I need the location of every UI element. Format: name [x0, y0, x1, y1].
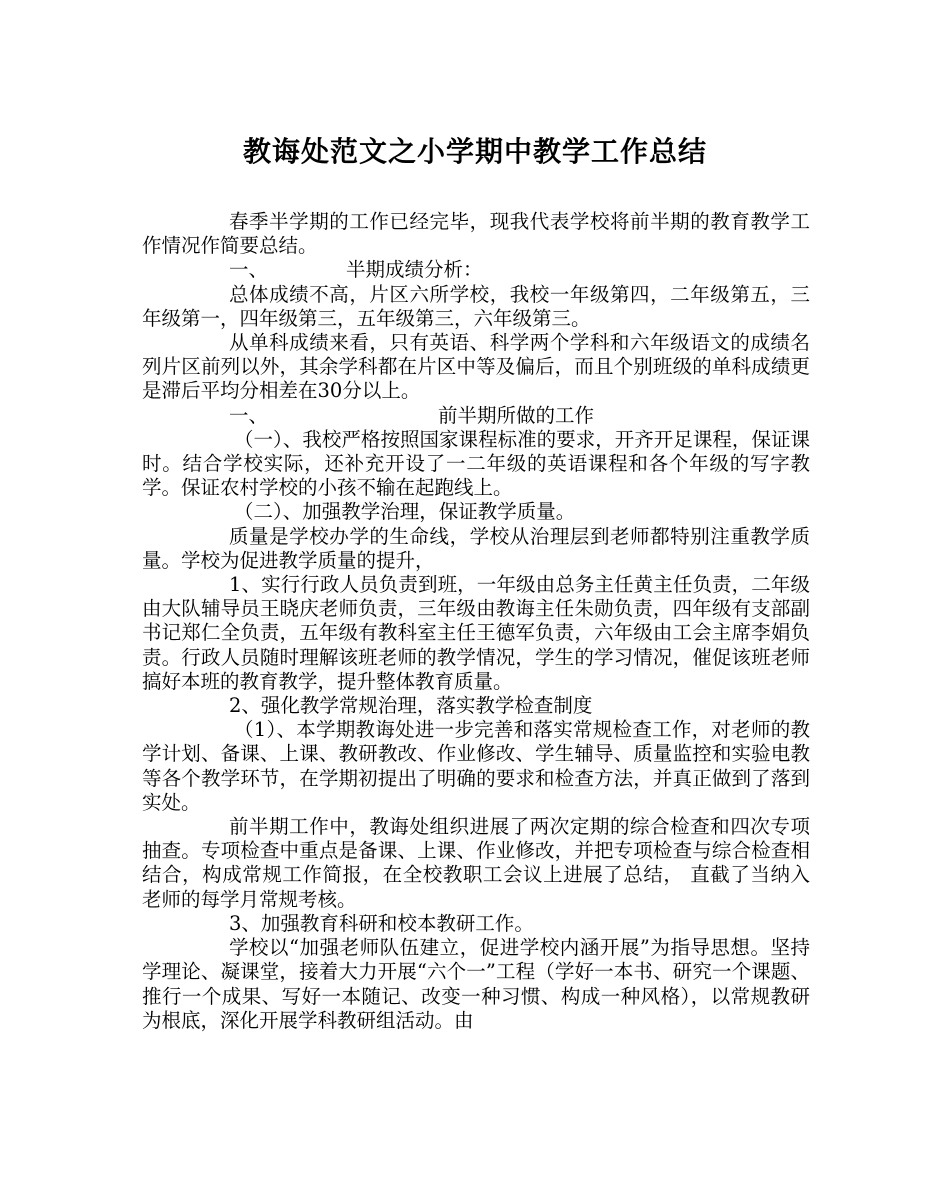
paragraph: 从单科成绩来看，只有英语、科学两个学科和六年级语文的成绩名列片区前列以外，其余学科都在片区中等及偏后，而且个别班级的单科成绩更是滞后平均分相差在30分以上。	[142, 331, 810, 403]
paragraph: 1、实行行政人员负责到班，一年级由总务主任黄主任负责，二年级由大队辅导员王晓庆老师负责，三年级由教诲主任朱勋负责，四年级有支部副书记郑仁全负责，五年级有教科室主任王德军负责，六年级由工会主席李娟负责。行政人员随时理解该班老师的教学情况，学生的学习情况，催促该班老师搞好本班的教育教学，提升整体教育质量。	[142, 573, 810, 693]
document-body	[142, 210, 810, 1033]
section-number: 一、	[229, 403, 269, 427]
section-heading	[142, 404, 810, 428]
paragraph: 学校以“加强老师队伍建立，促进学校内涵开展”为指导思想。坚持学理论、凝课堂，接着大力开展“六个一”工程（学好一本书、研究一个课题、推行一个成果、写好一本随记、改变一种习惯、构成一种风格），以常规教研为根底，深化开展学科教研组活动。由	[142, 936, 810, 1032]
paragraph: 前半期工作中，教诲处组织进展了两次定期的综合检查和四次专项抽查。专项检查中重点是备课、上课、作业修改，并把专项检查与综合检查相结合，构成常规工作简报，在全校教职工会议上进展了总结， 直截了当纳入老师的每学月常规考核。	[142, 815, 810, 911]
paragraph: 质量是学校办学的生命线，学校从治理层到老师都特别注重教学质量。学校为促进教学质量的提升，	[142, 524, 810, 572]
paragraph: 3、加强教育科研和校本教研工作。	[229, 911, 534, 935]
paragraph: （1）、本学期教诲处进一步完善和落实常规检查工作，对老师的教学计划、备课、上课、教研教改、作业修改、学生辅导、质量监控和实验电教等各个教学环节，在学期初提出了明确的要求和检查方法，并真正做到了落到实处。	[142, 718, 810, 814]
paragraph: 总体成绩不高，片区六所学校，我校一年级第四，二年级第五，三年级第一，四年级第三，五年级第三，六年级第三。	[142, 282, 810, 330]
section-number: 一、	[229, 258, 269, 282]
paragraph: （一）、我校严格按照国家课程标准的要求，开齐开足课程，保证课时。结合学校实际，还补充开设了一二年级的英语课程和各个年级的写字教学。保证农村学校的小孩不输在起跑线上。	[142, 427, 810, 500]
document-title: 教诲处范文之小学期中教学工作总结	[242, 135, 707, 168]
section-heading-text: 半期成绩分析：	[346, 258, 483, 282]
paragraph: 2、强化教学常规治理，落实教学检查制度	[229, 694, 593, 718]
section-heading	[142, 258, 810, 282]
paragraph: 春季半学期的工作已经完毕，现我代表学校将前半期的教育教学工作情况作简要总结。	[142, 210, 810, 258]
section-heading-text: 前半期所做的工作	[438, 403, 595, 427]
paragraph: （二）、加强教学治理，保证教学质量。	[234, 500, 576, 524]
